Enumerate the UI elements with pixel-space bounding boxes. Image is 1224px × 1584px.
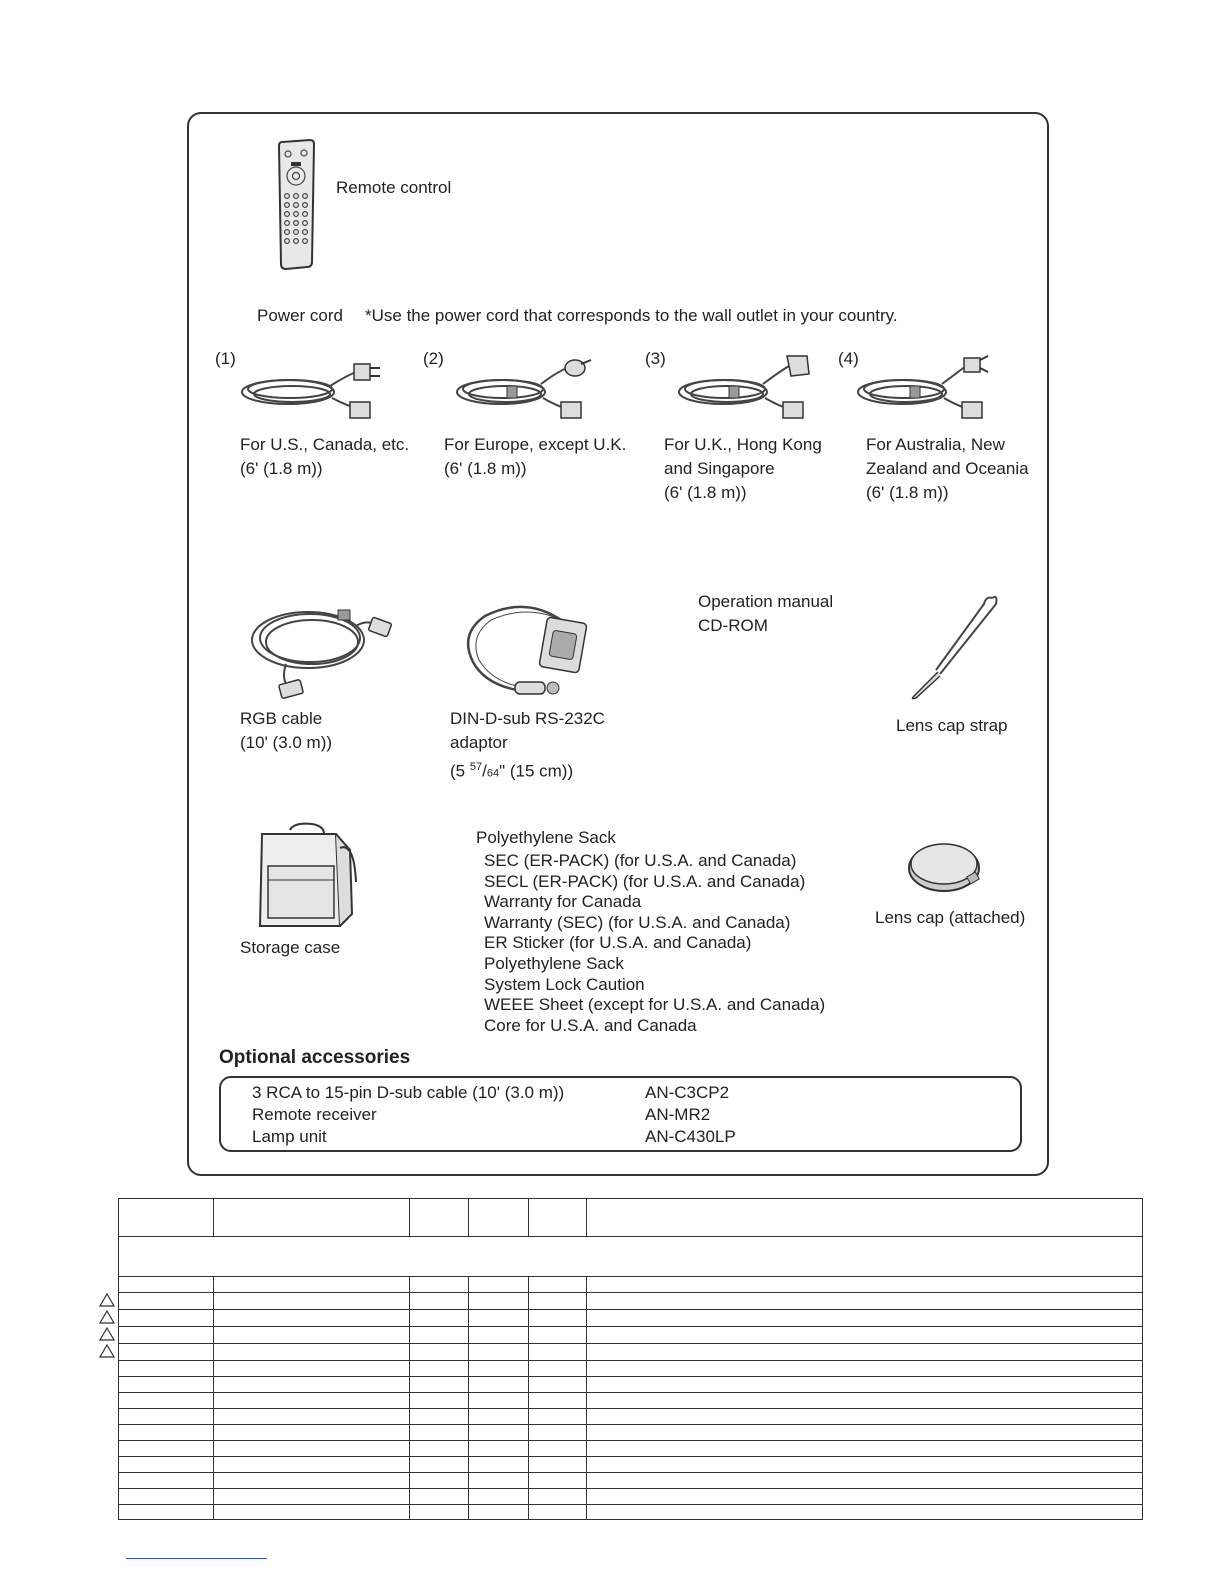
warning-triangle-icon: [99, 1344, 115, 1358]
parts-list-table: [118, 1198, 1143, 1520]
table-row: [119, 1473, 1143, 1489]
cord-2-line-2: (6' (1.8 m)): [444, 459, 527, 478]
table-row: [119, 1393, 1143, 1409]
warning-triangle-icon: [99, 1327, 115, 1341]
adaptor-fraction-slash: /: [482, 761, 487, 781]
cord-1-number: (1): [215, 349, 236, 368]
rgb-cable-description: [240, 707, 332, 755]
adaptor-fraction-denominator: 64: [486, 767, 500, 780]
power-cord-europe-illustration: [453, 356, 593, 424]
manual-line-2: CD-ROM: [698, 616, 768, 635]
cord-3-description: [664, 433, 822, 505]
sack-item: System Lock Caution: [484, 974, 645, 994]
lens-cap-illustration: [906, 838, 986, 894]
cord-1-line-1: For U.S., Canada, etc.: [240, 435, 410, 454]
cord-2-number: (2): [423, 349, 444, 368]
table-section-row: [119, 1237, 1143, 1277]
lens-cap-label: Lens cap (attached): [875, 908, 1026, 927]
optional-codes: [645, 1082, 736, 1148]
cord-3-number: (3): [645, 349, 666, 368]
table-row: [119, 1327, 1143, 1344]
cord-4-description: [866, 433, 1029, 505]
optional-item-code: AN-C3CP2: [645, 1083, 730, 1102]
cord-3-line-3: (6' (1.8 m)): [664, 483, 747, 502]
optional-item-name: Remote receiver: [252, 1105, 377, 1124]
cord-1-line-2: (6' (1.8 m)): [240, 459, 323, 478]
sack-item: WEEE Sheet (except for U.S.A. and Canada): [484, 995, 826, 1015]
remote-control-illustration: [276, 138, 318, 270]
remote-control-label: Remote control: [336, 178, 452, 197]
manual-line-1: Operation manual: [698, 592, 834, 611]
power-cord-us-illustration: [238, 358, 384, 424]
rgb-cable-line-1: RGB cable: [240, 709, 323, 728]
table-row: [119, 1277, 1143, 1293]
table-row: [119, 1441, 1143, 1457]
table-row: [119, 1377, 1143, 1393]
optional-accessories-heading: Optional accessories: [219, 1047, 411, 1068]
sack-item: SECL (ER-PACK) (for U.S.A. and Canada): [484, 871, 806, 891]
rgb-cable-line-2: (10' (3.0 m)): [240, 733, 333, 752]
cord-4-line-1: For Australia, New: [866, 435, 1005, 454]
table-row: [119, 1293, 1143, 1310]
adaptor-size-prefix: (5: [450, 761, 470, 781]
table-header-row: [119, 1199, 1143, 1237]
sack-item-list: [484, 851, 825, 1036]
warning-triangle-icon: [99, 1293, 115, 1307]
table-row: [119, 1425, 1143, 1441]
sack-title: Polyethylene Sack: [476, 828, 616, 847]
cord-4-line-3: (6' (1.8 m)): [866, 483, 949, 502]
adaptor-line-3: [450, 755, 573, 786]
sack-item: SEC (ER-PACK) (for U.S.A. and Canada): [484, 851, 797, 870]
power-cord-uk-illustration: [675, 352, 815, 424]
optional-item-name: 3 RCA to 15-pin D-sub cable (10' (3.0 m)): [252, 1083, 565, 1102]
rgb-cable-illustration: [246, 596, 396, 702]
optional-item-name: Lamp unit: [252, 1127, 327, 1146]
sack-item: Core for U.S.A. and Canada: [484, 1015, 697, 1035]
adaptor-size-suffix: " (15 cm)): [499, 761, 574, 781]
cord-4-line-2: Zealand and Oceania: [866, 459, 1029, 478]
table-row: [119, 1361, 1143, 1377]
cord-3-line-2: and Singapore: [664, 459, 775, 478]
sack-item: Warranty (SEC) (for U.S.A. and Canada): [484, 912, 791, 932]
sack-item: Warranty for Canada: [484, 892, 642, 912]
table-row: [119, 1310, 1143, 1327]
lens-cap-strap-illustration: [906, 592, 1002, 702]
optional-names: [252, 1082, 564, 1148]
power-cord-australia-illustration: [854, 352, 994, 424]
footer-link-underline[interactable]: [126, 1558, 267, 1559]
power-cord-note: *Use the power cord that corresponds to the wall outlet in your country.: [365, 306, 898, 325]
power-cord-label: Power cord: [257, 306, 343, 325]
storage-case-label: Storage case: [240, 938, 341, 957]
cord-2-description: [444, 433, 626, 481]
cord-4-number: (4): [838, 349, 859, 368]
table-row: [119, 1409, 1143, 1425]
optional-item-code: AN-C430LP: [645, 1127, 736, 1146]
table-row: [119, 1344, 1143, 1361]
sack-item: ER Sticker (for U.S.A. and Canada): [484, 933, 752, 953]
warning-triangle-icon: [99, 1310, 115, 1324]
table-row: [119, 1505, 1143, 1520]
adaptor-fraction-numerator: 57: [469, 761, 483, 773]
adaptor-illustration: [465, 602, 591, 704]
manual-description: [698, 590, 833, 638]
table-row: [119, 1457, 1143, 1473]
storage-case-illustration: [254, 822, 360, 932]
adaptor-line-2: adaptor: [450, 733, 508, 752]
sack-item: Polyethylene Sack: [484, 953, 624, 973]
adaptor-line-1: DIN-D-sub RS-232C: [450, 709, 605, 728]
cord-3-line-1: For U.K., Hong Kong: [664, 435, 822, 454]
optional-item-code: AN-MR2: [645, 1105, 711, 1124]
table-row: [119, 1489, 1143, 1505]
lens-cap-strap-label: Lens cap strap: [896, 716, 1008, 735]
cord-1-description: [240, 433, 409, 481]
cord-2-line-1: For Europe, except U.K.: [444, 435, 627, 454]
